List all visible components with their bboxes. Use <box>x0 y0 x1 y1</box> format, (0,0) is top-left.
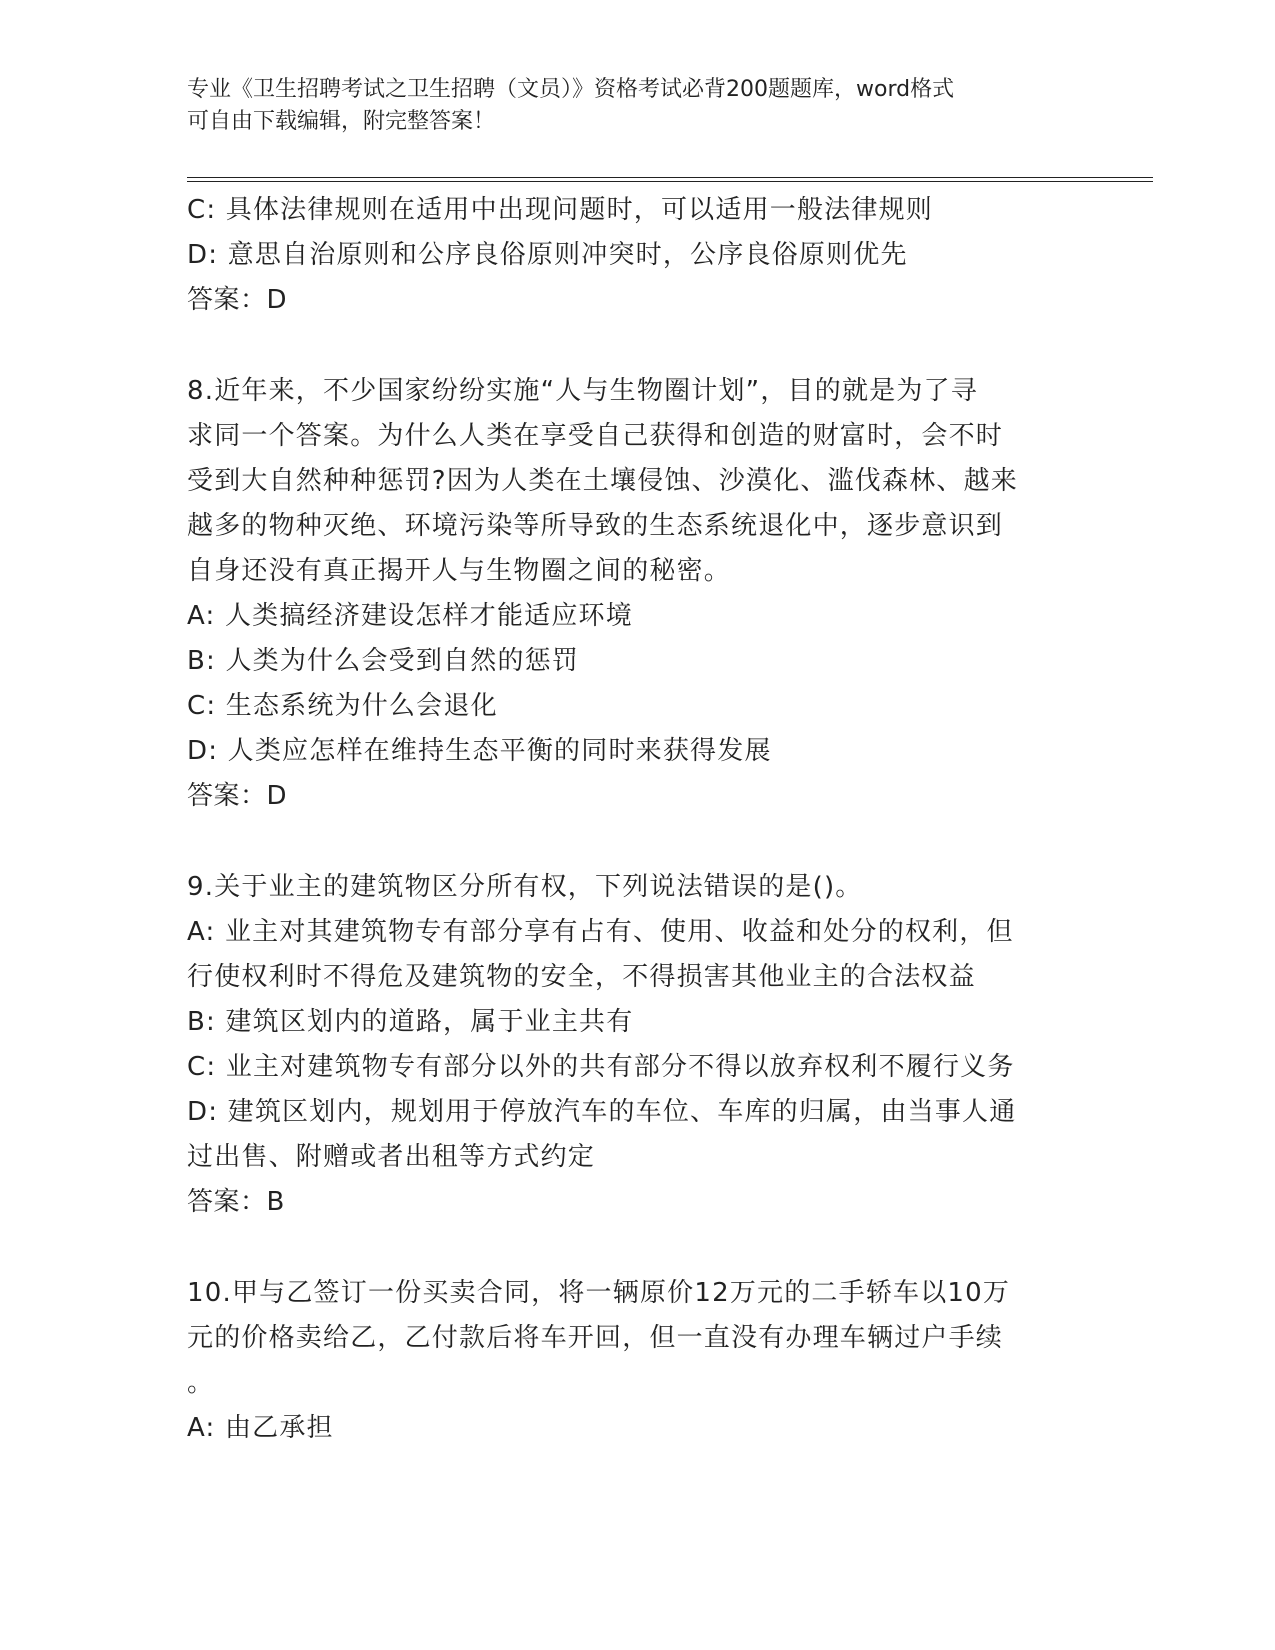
document-body <box>187 188 1087 1451</box>
header-title-line-1: 专业《卫生招聘考试之卫生招聘（文员）》资格考试必背200题题库，word格式 <box>187 77 955 102</box>
answer-line: 答案：B <box>187 1187 285 1217</box>
header-title-line-2: 可自由下载编辑，附完整答案！ <box>187 109 496 134</box>
option-b: B: 人类为什么会受到自然的惩罚 <box>187 646 580 676</box>
question-stem-line: 10.甲与乙签订一份买卖合同，将一辆原价12万元的二手轿车以10万 <box>187 1278 1011 1308</box>
question-9 <box>187 865 1087 1225</box>
header-divider-top <box>187 177 1153 178</box>
question-stem-line: 求同一个答案。为什么人类在享受自己获得和创造的财富时，会不时 <box>187 421 1004 451</box>
answer-line: 答案：D <box>187 781 288 811</box>
option-d: D: 意思自治原则和公序良俗原则冲突时，公序良俗原则优先 <box>187 240 908 270</box>
option-b: B: 建筑区划内的道路，属于业主共有 <box>187 1007 634 1037</box>
answer-line: 答案：D <box>187 285 288 315</box>
option-a: A: 由乙承担 <box>187 1413 334 1443</box>
option-a: A: 人类搞经济建设怎样才能适应环境 <box>187 601 633 631</box>
document-header <box>187 74 1087 138</box>
option-c: C: 具体法律规则在适用中出现问题时，可以适用一般法律规则 <box>187 195 933 225</box>
option-a-line: A: 业主对其建筑物专有部分享有占有、使用、收益和处分的权利，但 <box>187 917 1014 947</box>
question-7-tail <box>187 188 1087 323</box>
question-8 <box>187 369 1087 819</box>
question-gap <box>187 819 1087 865</box>
option-d-line: D: 建筑区划内，规划用于停放汽车的车位、车库的归属，由当事人通 <box>187 1097 1017 1127</box>
option-c: C: 生态系统为什么会退化 <box>187 691 498 721</box>
question-stem-line: 元的价格卖给乙，乙付款后将车开回，但一直没有办理车辆过户手续 <box>187 1323 1004 1353</box>
question-stem-line: 自身还没有真正揭开人与生物圈之间的秘密。 <box>187 556 732 586</box>
question-10 <box>187 1271 1087 1451</box>
question-stem: 9.关于业主的建筑物区分所有权，下列说法错误的是()。 <box>187 872 863 902</box>
option-c: C: 业主对建筑物专有部分以外的共有部分不得以放弃权利不履行义务 <box>187 1052 1015 1082</box>
question-stem-line: 8.近年来，不少国家纷纷实施“人与生物圈计划”，目的就是为了寻 <box>187 376 978 406</box>
option-d-line: 过出售、附赠或者出租等方式约定 <box>187 1142 596 1172</box>
question-gap <box>187 1225 1087 1271</box>
header-divider-bottom <box>187 181 1153 182</box>
question-stem-line: 。 <box>187 1368 215 1398</box>
option-d: D: 人类应怎样在维持生态平衡的同时来获得发展 <box>187 736 772 766</box>
question-stem-line: 越多的物种灭绝、环境污染等所导致的生态系统退化中，逐步意识到 <box>187 511 1004 541</box>
option-a-line: 行使权利时不得危及建筑物的安全，不得损害其他业主的合法权益 <box>187 962 976 992</box>
question-gap <box>187 323 1087 369</box>
question-stem-line: 受到大自然种种惩罚?因为人类在土壤侵蚀、沙漠化、滥伐森林、越来 <box>187 466 1019 496</box>
